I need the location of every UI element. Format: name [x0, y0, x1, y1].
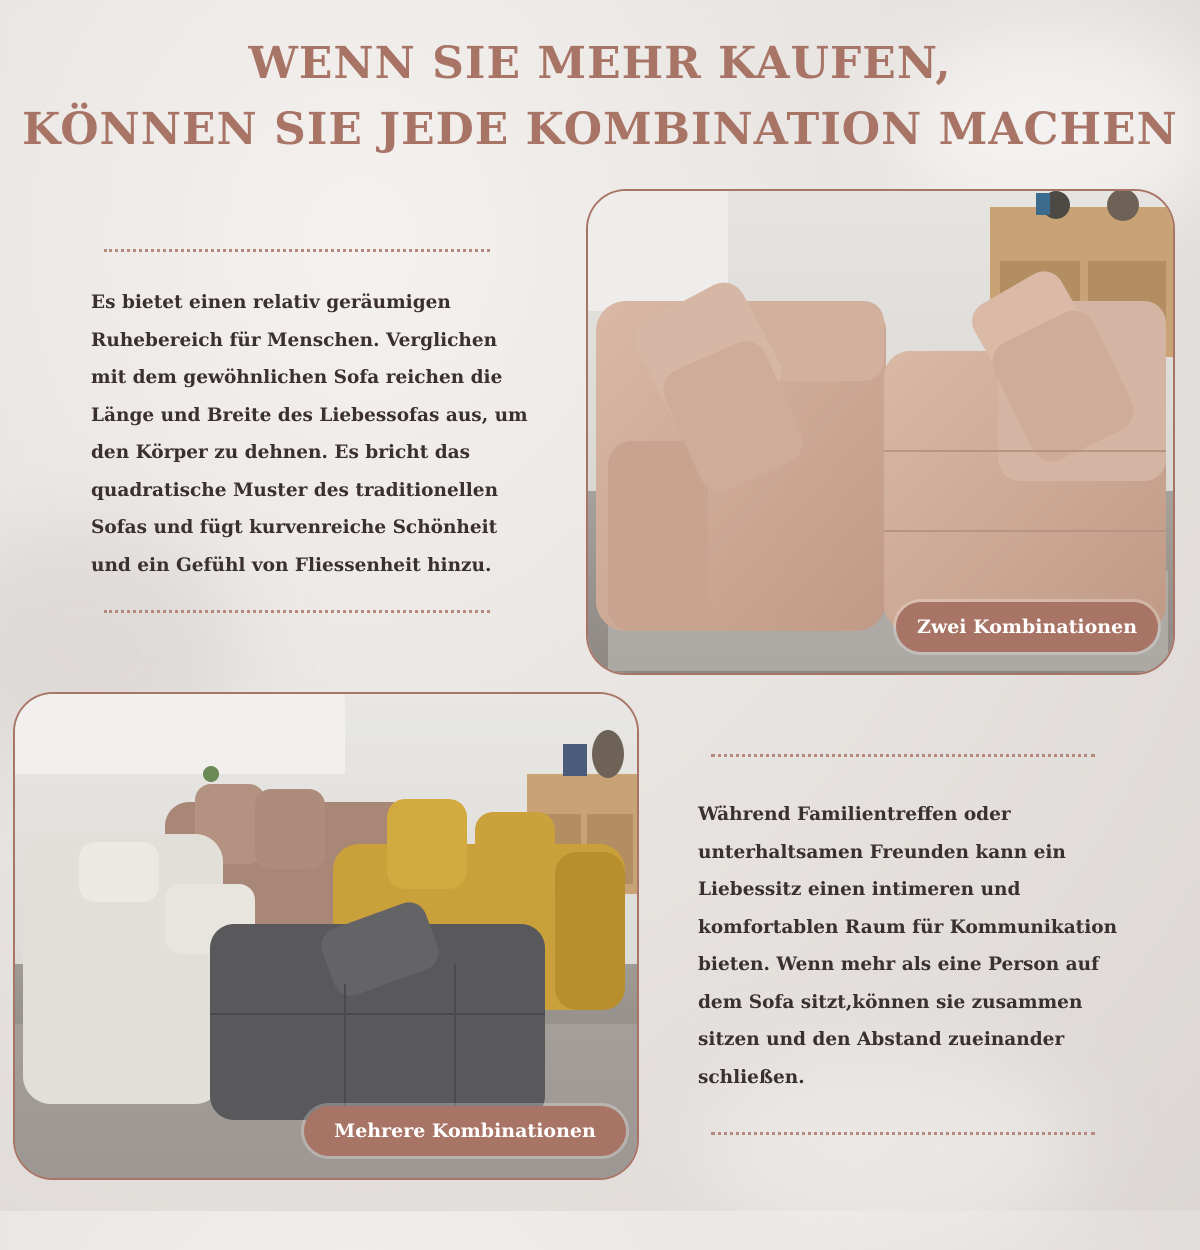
section1-line: den Körper zu dehnen. Es bricht das	[91, 442, 471, 463]
section1-line: und ein Gefühl von Fliessenheit hinzu.	[91, 554, 492, 576]
section2-line: komfortablen Raum für Kommunikation	[698, 916, 1118, 938]
badge-multiple-combinations: Mehrere Kombinationen	[304, 1106, 626, 1156]
section1-description	[91, 284, 561, 584]
section2-description	[698, 796, 1178, 1096]
dotted-divider	[711, 754, 1095, 757]
section1-line: mit dem gewöhnlichen Sofa reichen die	[91, 367, 503, 388]
section2-line: sitzen und den Abstand zueinander	[698, 1029, 1065, 1050]
dotted-divider	[104, 610, 490, 613]
dotted-divider	[104, 249, 490, 252]
section2-line: schließen.	[698, 1066, 805, 1088]
section1-line: Ruhebereich für Menschen. Verglichen	[91, 329, 498, 351]
section2-line: Liebessitz einen intimeren und	[698, 879, 1021, 900]
page-title-line-1: WENN SIE MEHR KAUFEN,	[248, 38, 952, 89]
section1-line: Sofas und fügt kurvenreiche Schönheit	[91, 517, 498, 538]
section2-line: Während Familientreffen oder	[698, 804, 1011, 825]
section2-line: dem Sofa sitzt,können sie zusammen	[698, 991, 1083, 1013]
badge-two-combinations: Zwei Kombinationen	[896, 602, 1158, 652]
section1-line: quadratische Muster des traditionellen	[91, 479, 499, 501]
section2-line: unterhaltsamen Freunden kann ein	[698, 841, 1066, 863]
section2-line: bieten. Wenn mehr als eine Person auf	[698, 954, 1100, 975]
section1-line: Länge und Breite des Liebessofas aus, um	[91, 404, 528, 426]
dotted-divider	[711, 1132, 1095, 1135]
sofa-illustration	[588, 191, 1173, 673]
section1-line: Es bietet einen relativ geräumigen	[91, 292, 451, 313]
page-title-line-2: KÖNNEN SIE JEDE KOMBINATION MACHEN	[22, 104, 1178, 155]
